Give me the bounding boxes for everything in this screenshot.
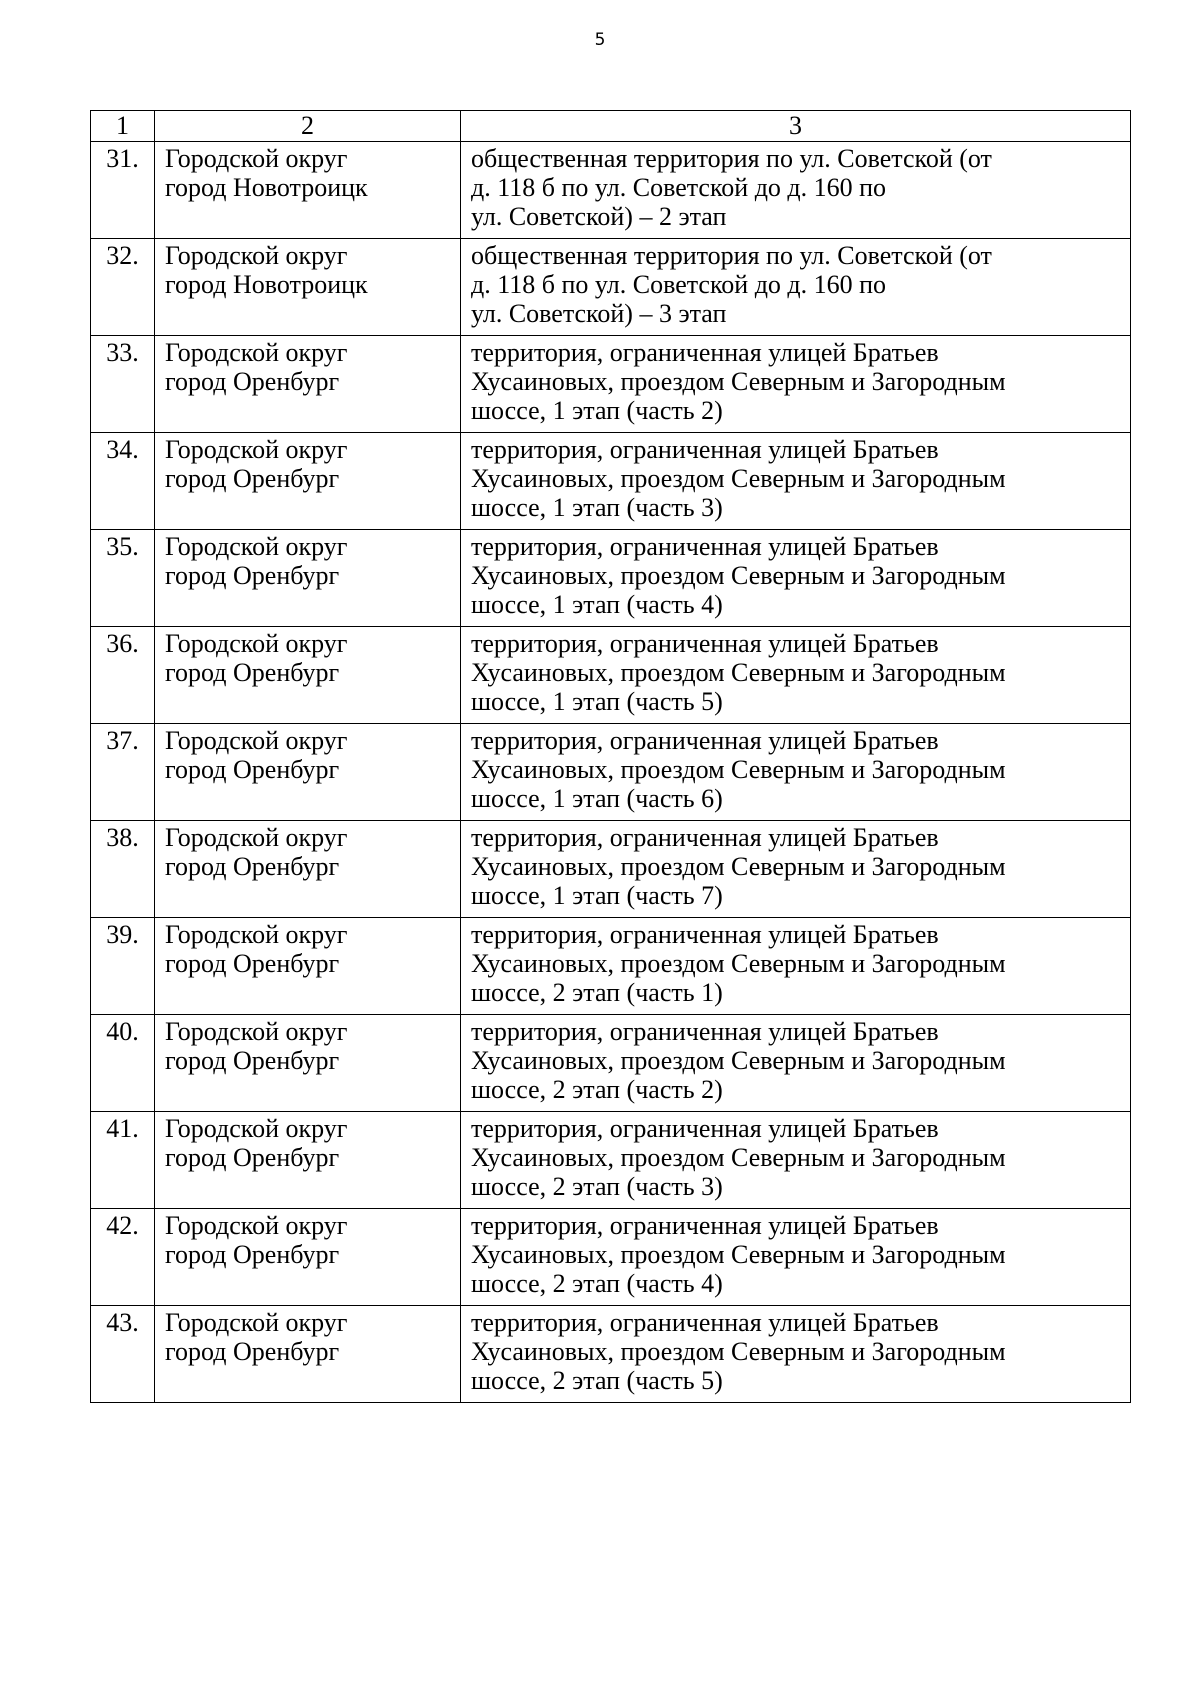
territory-line: шоссе, 2 этап (часть 5): [471, 1366, 723, 1395]
district-line: Городской округ: [165, 920, 348, 949]
row-number: 36.: [91, 627, 155, 724]
table-row: [91, 918, 1131, 1015]
territory-cell: [461, 239, 1131, 336]
territory-line: территория, ограниченная улицей Братьев: [471, 629, 939, 658]
row-number: 42.: [91, 1209, 155, 1306]
territory-cell: [461, 1015, 1131, 1112]
district-line: Городской округ: [165, 532, 348, 561]
table-row: [91, 1209, 1131, 1306]
territory-table: [90, 110, 1131, 1403]
territory-cell: [461, 821, 1131, 918]
district-line: Городской округ: [165, 241, 348, 270]
district-cell: [155, 1209, 461, 1306]
territory-line: шоссе, 1 этап (часть 2): [471, 396, 723, 425]
territory-line: Хусаиновых, проездом Северным и Загородным: [471, 1337, 1006, 1366]
territory-line: общественная территория по ул. Советской (от: [471, 144, 992, 173]
table-row: [91, 433, 1131, 530]
territory-line: Хусаиновых, проездом Северным и Загородным: [471, 561, 1006, 590]
row-number: 33.: [91, 336, 155, 433]
district-line: город Оренбург: [165, 1337, 340, 1366]
district-line: Городской округ: [165, 823, 348, 852]
row-number: 34.: [91, 433, 155, 530]
district-line: город Оренбург: [165, 464, 340, 493]
district-cell: [155, 142, 461, 239]
row-number: 37.: [91, 724, 155, 821]
column-header-number: 1: [91, 111, 155, 142]
table-row: [91, 1015, 1131, 1112]
territory-line: шоссе, 2 этап (часть 1): [471, 978, 723, 1007]
district-cell: [155, 821, 461, 918]
territory-line: Хусаиновых, проездом Северным и Загородным: [471, 1046, 1006, 1075]
district-line: город Новотроицк: [165, 270, 368, 299]
table-row: [91, 724, 1131, 821]
district-cell: [155, 336, 461, 433]
territory-line: шоссе, 1 этап (часть 4): [471, 590, 723, 619]
district-line: город Оренбург: [165, 755, 340, 784]
page-number: 5: [594, 30, 606, 50]
territory-line: шоссе, 1 этап (часть 3): [471, 493, 723, 522]
territory-line: Хусаиновых, проездом Северным и Загородным: [471, 1240, 1006, 1269]
territory-line: Хусаиновых, проездом Северным и Загородным: [471, 755, 1006, 784]
district-line: город Новотроицк: [165, 173, 368, 202]
territory-line: территория, ограниченная улицей Братьев: [471, 532, 939, 561]
table-row: [91, 336, 1131, 433]
territory-line: ул. Советской) – 2 этап: [471, 202, 727, 231]
row-number: 41.: [91, 1112, 155, 1209]
territory-line: общественная территория по ул. Советской (от: [471, 241, 992, 270]
table-row: [91, 142, 1131, 239]
territory-line: шоссе, 2 этап (часть 2): [471, 1075, 723, 1104]
table-header-row: [91, 111, 1131, 142]
territory-line: территория, ограниченная улицей Братьев: [471, 920, 939, 949]
row-number: 43.: [91, 1306, 155, 1403]
territory-line: территория, ограниченная улицей Братьев: [471, 823, 939, 852]
district-cell: [155, 530, 461, 627]
territory-line: территория, ограниченная улицей Братьев: [471, 435, 939, 464]
district-line: город Оренбург: [165, 1046, 340, 1075]
territory-line: Хусаиновых, проездом Северным и Загородным: [471, 1143, 1006, 1172]
district-cell: [155, 239, 461, 336]
column-header-district: 2: [155, 111, 461, 142]
table-row: [91, 1306, 1131, 1403]
territory-cell: [461, 724, 1131, 821]
district-line: город Оренбург: [165, 658, 340, 687]
district-line: город Оренбург: [165, 561, 340, 590]
district-line: Городской округ: [165, 1114, 348, 1143]
territory-line: Хусаиновых, проездом Северным и Загородным: [471, 852, 1006, 881]
territory-line: шоссе, 2 этап (часть 4): [471, 1269, 723, 1298]
territory-cell: [461, 627, 1131, 724]
row-number: 35.: [91, 530, 155, 627]
territory-line: Хусаиновых, проездом Северным и Загородным: [471, 464, 1006, 493]
district-cell: [155, 627, 461, 724]
territory-cell: [461, 1209, 1131, 1306]
district-cell: [155, 918, 461, 1015]
district-cell: [155, 1112, 461, 1209]
district-line: Городской округ: [165, 1017, 348, 1046]
district-line: Городской округ: [165, 629, 348, 658]
territory-cell: [461, 336, 1131, 433]
territory-line: д. 118 б по ул. Советской до д. 160 по: [471, 173, 887, 202]
row-number: 32.: [91, 239, 155, 336]
district-line: город Оренбург: [165, 949, 340, 978]
table-row: [91, 530, 1131, 627]
row-number: 38.: [91, 821, 155, 918]
territory-cell: [461, 918, 1131, 1015]
territory-line: территория, ограниченная улицей Братьев: [471, 726, 939, 755]
territory-line: шоссе, 2 этап (часть 3): [471, 1172, 723, 1201]
district-line: город Оренбург: [165, 1143, 340, 1172]
district-cell: [155, 1306, 461, 1403]
district-cell: [155, 724, 461, 821]
table-row: [91, 239, 1131, 336]
territory-line: Хусаиновых, проездом Северным и Загородным: [471, 949, 1006, 978]
column-header-territory: 3: [461, 111, 1131, 142]
territory-cell: [461, 1306, 1131, 1403]
table-row: [91, 627, 1131, 724]
row-number: 40.: [91, 1015, 155, 1112]
district-line: Городской округ: [165, 1308, 348, 1337]
territory-line: шоссе, 1 этап (часть 6): [471, 784, 723, 813]
territory-line: шоссе, 1 этап (часть 5): [471, 687, 723, 716]
district-line: Городской округ: [165, 1211, 348, 1240]
row-number: 39.: [91, 918, 155, 1015]
district-line: Городской округ: [165, 726, 348, 755]
territory-line: территория, ограниченная улицей Братьев: [471, 338, 939, 367]
territory-cell: [461, 530, 1131, 627]
district-line: Городской округ: [165, 435, 348, 464]
row-number: 31.: [91, 142, 155, 239]
table-row: [91, 821, 1131, 918]
territory-line: территория, ограниченная улицей Братьев: [471, 1308, 939, 1337]
territory-cell: [461, 142, 1131, 239]
district-line: город Оренбург: [165, 367, 340, 396]
territory-line: территория, ограниченная улицей Братьев: [471, 1114, 939, 1143]
territory-line: территория, ограниченная улицей Братьев: [471, 1211, 939, 1240]
territory-line: шоссе, 1 этап (часть 7): [471, 881, 723, 910]
territory-line: Хусаиновых, проездом Северным и Загородным: [471, 367, 1006, 396]
territory-cell: [461, 433, 1131, 530]
table-row: [91, 1112, 1131, 1209]
district-cell: [155, 1015, 461, 1112]
territory-line: ул. Советской) – 3 этап: [471, 299, 727, 328]
territory-line: Хусаиновых, проездом Северным и Загородным: [471, 658, 1006, 687]
table-body: [91, 142, 1131, 1403]
district-line: город Оренбург: [165, 852, 340, 881]
territory-line: д. 118 б по ул. Советской до д. 160 по: [471, 270, 887, 299]
territory-line: территория, ограниченная улицей Братьев: [471, 1017, 939, 1046]
district-line: Городской округ: [165, 144, 348, 173]
district-line: город Оренбург: [165, 1240, 340, 1269]
territory-cell: [461, 1112, 1131, 1209]
district-line: Городской округ: [165, 338, 348, 367]
district-cell: [155, 433, 461, 530]
